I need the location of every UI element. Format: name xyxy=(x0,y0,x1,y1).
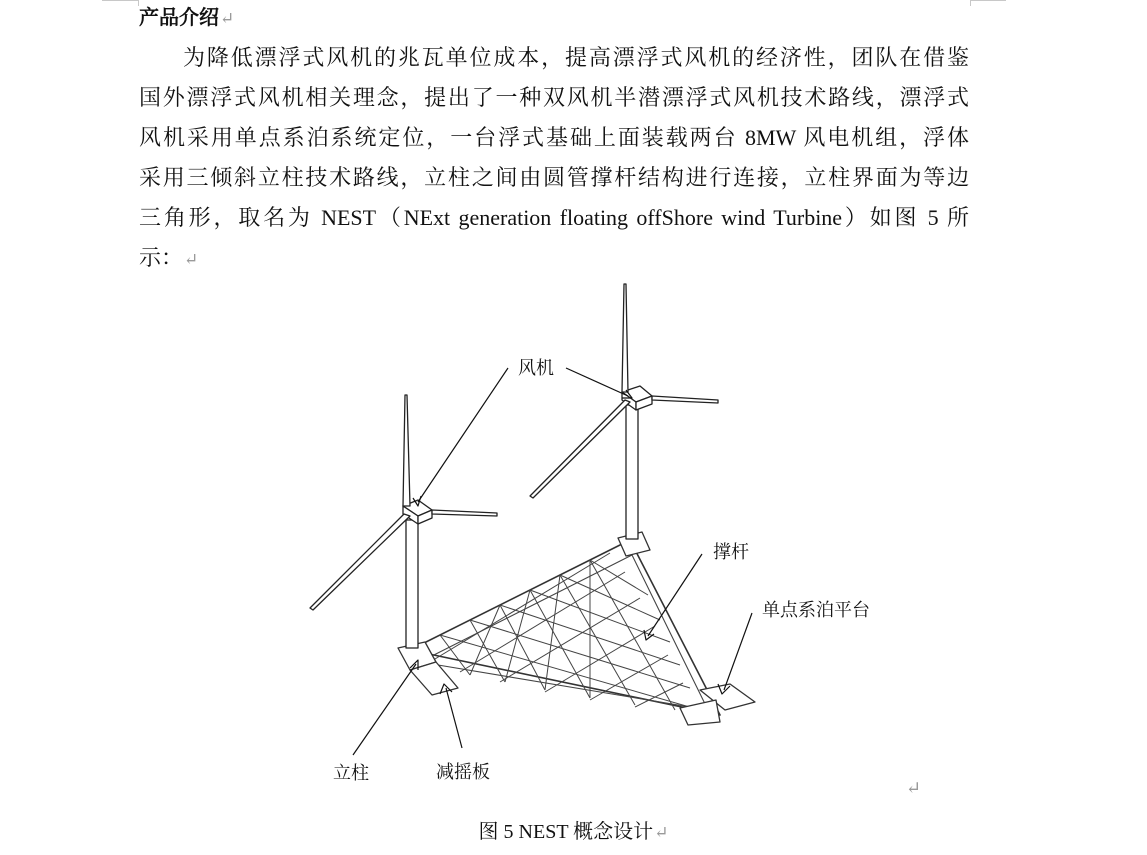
paragraph-line: 为降低漂浮式风机的兆瓦单位成本，提高漂浮式风机的经济性，团队在借鉴 xyxy=(183,45,969,70)
label-heave-plate: 减摇板 xyxy=(436,762,490,783)
figure-caption-text: 图 5 NEST 概念设计 xyxy=(478,821,654,843)
label-column: 立柱 xyxy=(333,763,369,784)
paragraph-line: 风机采用单点系泊系统定位，一台浮式基础上面装载两台 8MW 风电机组，浮体 xyxy=(139,125,969,150)
paragraph-mark-icon: ↵ xyxy=(220,9,235,28)
page-corner-mark-right xyxy=(970,0,1006,1)
paragraph-line: 采用三倾斜立柱技术路线，立柱之间由圆管撑杆结构进行连接，立柱界面为等边 xyxy=(139,165,969,190)
intro-paragraph xyxy=(139,38,969,278)
label-turbine: 风机 xyxy=(518,358,554,379)
paragraph-mark-icon: ↵ xyxy=(906,778,922,798)
nest-concept-drawing xyxy=(0,270,1147,815)
page-corner-mark-right-v xyxy=(970,0,971,6)
section-heading-text: 产品介绍 xyxy=(139,7,219,29)
label-mooring-platform: 单点系泊平台 xyxy=(762,600,870,621)
paragraph-mark-icon: ↵ xyxy=(184,250,199,269)
label-brace: 撑杆 xyxy=(713,542,749,563)
paragraph-line: 国外漂浮式风机相关理念，提出了一种双风机半潜漂浮式风机技术路线，漂浮式 xyxy=(139,85,969,110)
section-heading xyxy=(139,4,234,33)
paragraph-line-text: 示： xyxy=(139,245,184,270)
paragraph-mark-icon: ↵ xyxy=(654,823,669,842)
turbine-right xyxy=(530,284,718,539)
figure-caption xyxy=(0,819,1147,846)
nest-figure xyxy=(0,270,1147,815)
page-corner-mark-left xyxy=(102,0,138,1)
paragraph-line: 三角形，取名为 NEST（NExt generation floating offShore wind Turbine）如图 5 所 xyxy=(139,205,969,230)
turbine-left xyxy=(310,395,497,648)
